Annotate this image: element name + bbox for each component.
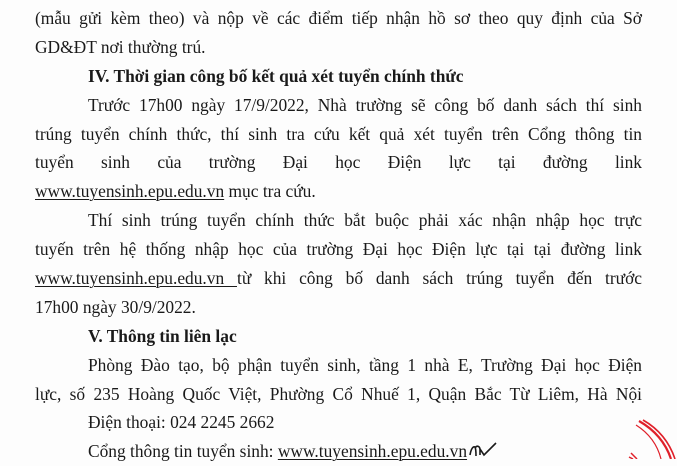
section-heading-v: V. Thông tin liên lạc (88, 325, 237, 346)
link-suffix-text: từ khi công bố danh sách trúng tuyển đến trước (236, 268, 642, 289)
portal-link[interactable]: www.tuyensinh.epu.edu.vn (277, 441, 468, 462)
paragraph-line (35, 177, 642, 206)
document-page (35, 4, 642, 466)
paragraph-line: (mẫu gửi kèm theo) và nộp về các điểm tiếp nhận hồ sơ theo quy định của Sở (35, 8, 642, 28)
paragraph-line: trúng tuyển chính thức, thí sinh tra cứu kết quả xét tuyển trên Cổng thông tin (35, 123, 642, 144)
paragraph-line: 17h00 ngày 30/9/2022. (35, 296, 196, 317)
handwritten-initial-icon (468, 437, 498, 466)
paragraph-line: GD&ĐT nơi thường trú. (35, 36, 206, 57)
portal-label: Cổng thông tin tuyển sinh: (88, 441, 278, 462)
paragraph-line: tuyến trên hệ thống nhập học của trường Đại học Điện lực tại tại đường link (35, 239, 642, 260)
link-suffix-text: mục tra cứu. (224, 181, 316, 202)
paragraph-line: tuyển sinh của trường Đại học Điện lực tại đường link (35, 152, 642, 173)
paragraph-line (35, 264, 642, 293)
paragraph-line: Phòng Đào tạo, bộ phận tuyển sinh, tầng 1 nhà E, Trường Đại học Điện (88, 354, 642, 375)
portal-line (35, 437, 642, 466)
red-seal-stamp-icon (617, 419, 677, 459)
phone-line: Điện thoại: 024 2245 2662 (88, 412, 275, 433)
admissions-link[interactable]: www.tuyensinh.epu.edu.vn (35, 268, 237, 289)
paragraph-line: Thí sinh trúng tuyển chính thức bắt buộc phải xác nhận nhập học trực (88, 210, 642, 231)
paragraph-line: lực, số 235 Hoàng Quốc Việt, Phường Cổ Nhuế 1, Quận Bắc Từ Liêm, Hà Nội (35, 383, 642, 404)
paragraph-line: Trước 17h00 ngày 17/9/2022, Nhà trường sẽ công bố danh sách thí sinh (88, 94, 642, 115)
section-heading-iv: IV. Thời gian công bố kết quả xét tuyển chính thức (88, 65, 464, 86)
admissions-link[interactable]: www.tuyensinh.epu.edu.vn (35, 181, 225, 202)
